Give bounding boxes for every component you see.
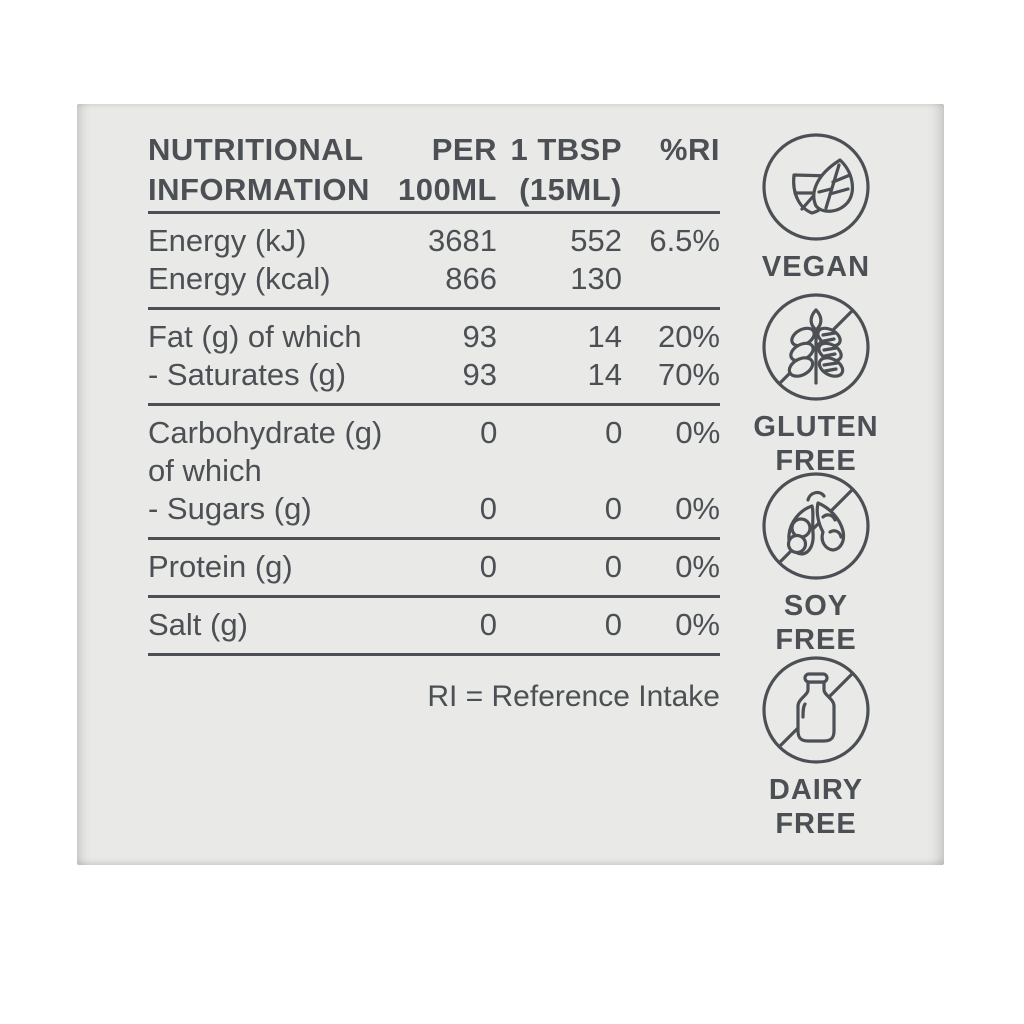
section-protein [148,540,720,598]
header-col-per-100ml: PER 100ML [398,132,497,207]
nutrition-table [148,104,720,716]
badge-gluten-free-label: GLUTEN FREE [753,411,879,477]
table-row: Protein (g) 0 0 0% [148,549,720,584]
badge-soy-free-label: SOY FREE [775,590,857,656]
table-row: Energy (kJ) 3681 552 6.5% [148,223,720,258]
header-title-line1: NUTRITIONAL [148,132,364,167]
badge-vegan-label: VEGAN [761,251,871,283]
badge-gluten-free [730,291,902,478]
section-energy [148,214,720,310]
header-title [148,130,382,210]
table-row: Fat (g) of which 93 14 20% [148,319,720,354]
vegan-leaves-icon [730,131,902,243]
section-fat [148,310,720,406]
badge-soy-free [730,470,902,657]
badge-dairy-free [730,654,902,841]
label-panel [77,104,944,865]
badge-vegan [730,131,902,284]
table-header [148,104,720,214]
no-soybean-icon [730,470,902,582]
section-salt [148,598,720,656]
no-wheat-icon [730,291,902,403]
reference-intake-footnote: RI = Reference Intake [427,680,720,713]
table-row: - Sugars (g) 0 0 0% [148,491,720,526]
table-row: - Saturates (g) 93 14 70% [148,357,720,392]
section-carbohydrate [148,406,720,540]
header-title-line2: INFORMATION [148,172,370,207]
table-row: Energy (kcal) 866 130 [148,261,622,296]
header-col-per-tbsp: 1 TBSP (15ML) [510,132,622,207]
no-milk-bottle-icon [730,654,902,766]
table-row: Salt (g) 0 0 0% [148,607,720,642]
badge-dairy-free-label: DAIRY FREE [768,774,864,840]
header-col-ri: %RI [659,132,720,167]
table-row: Carbohydrate (g) of which 0 0 0% [148,415,721,488]
